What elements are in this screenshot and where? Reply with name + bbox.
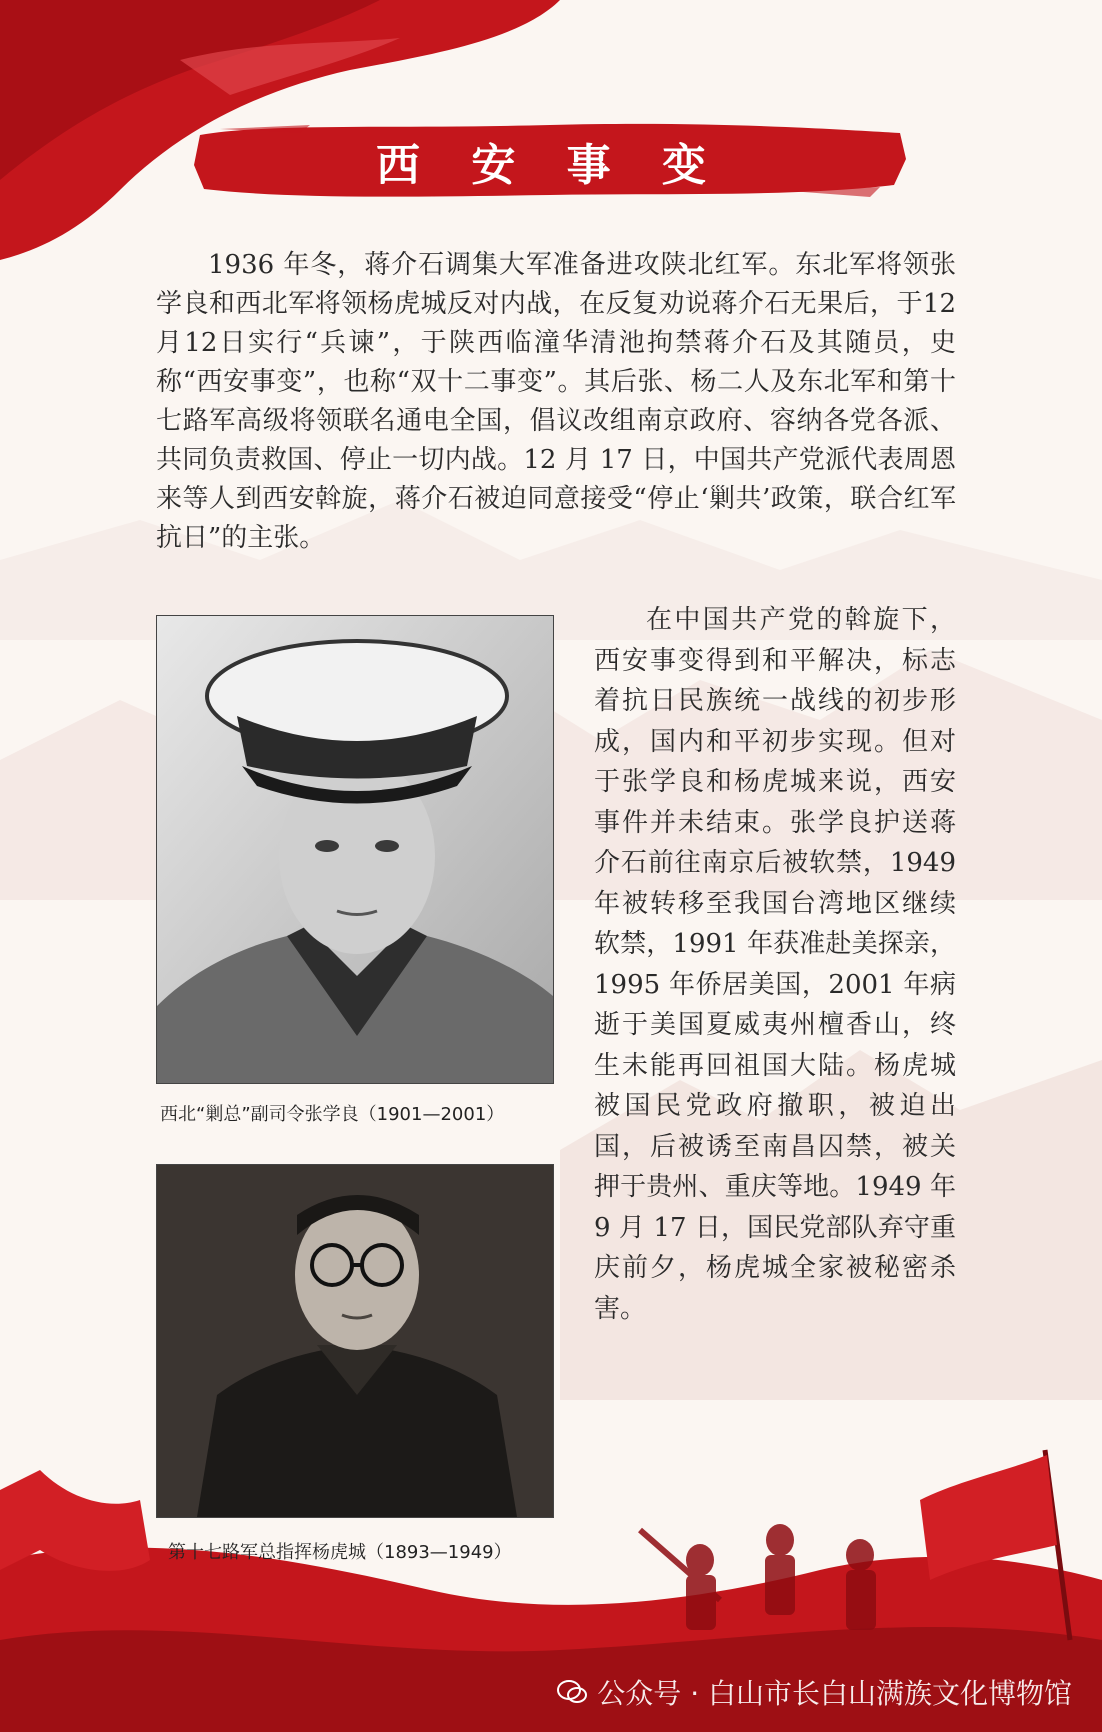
photo2-caption: 第十七路军总指挥杨虎城（1893—1949） xyxy=(168,1542,512,1563)
page-title: 西 安 事 变 xyxy=(376,140,724,191)
wechat-watermark xyxy=(557,1672,1072,1712)
right-column-paragraph: 在中国共产党的斡旋下，西安事变得到和平解决，标志着抗日民族统一战线的初步形成，国内和平初步实现。但对于张学良和杨虎城来说，西安事件并未结束。张学良护送蒋介石前往南京后被软禁，1949 年被转移至我国台湾地区继续软禁，1991 年获准赴美探亲，1995 年侨居美国，2001 年病逝于美国夏威夷州檀香山，终生未能再回祖国大陆。杨虎城被国民党政府撤职，被迫出国，后被诱至南昌囚禁，被关押于贵州、重庆等地。1949 年 9 月 17 日，国民党部队弃守重庆前夕，杨虎城全家被秘密杀害。 xyxy=(594,605,956,1324)
portrait-yang-hucheng xyxy=(156,1164,554,1518)
intro-paragraph: 1936 年冬，蒋介石调集大军准备进攻陕北红军。东北军将领张学良和西北军将领杨虎城反对内战，在反复劝说蒋介石无果后，于12月12日实行“兵谏”，于陕西临潼华清池拘禁蒋介石及其随员，史称“西安事变”，也称“双十二事变”。其后张、杨二人及东北军和第十七路军高级将领联名通电全国，倡议改组南京政府、容纳各党各派、共同负责救国、停止一切内战。12 月 17 日，中国共产党派代表周恩来等人到西安斡旋，蒋介石被迫同意接受“停止‘剿共’政策，联合红军抗日”的主张。 xyxy=(156,250,956,553)
red-flag-bottom-left xyxy=(0,1470,150,1571)
photo1-caption: 西北“剿总”副司令张学良（1901—2001） xyxy=(160,1104,505,1125)
watermark-text: 公众号 · 白山市长白山满族文化博物馆 xyxy=(597,1677,1072,1710)
wechat-icon xyxy=(557,1679,587,1705)
portrait-zhang-xueliang xyxy=(156,615,554,1084)
